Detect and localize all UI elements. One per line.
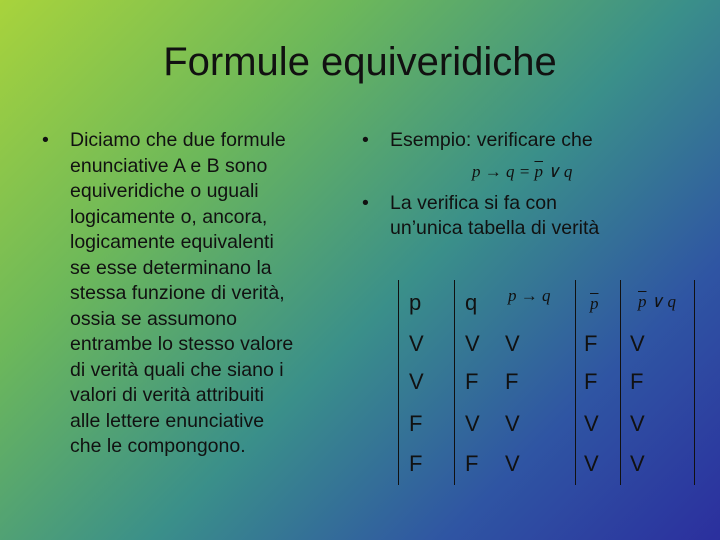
definition-line: di verità quali che siano i	[70, 358, 284, 381]
definition-line: stessa funzione di verità,	[70, 282, 285, 304]
cell: F	[505, 369, 519, 394]
definition-line: enunciative A e B sono	[70, 154, 268, 177]
bullet-dot: •	[362, 191, 369, 214]
slide-title: Formule equiveridiche	[163, 40, 557, 84]
formula-or-q: ∨ q	[547, 162, 573, 181]
definition-line: Diciamo che due formule	[70, 129, 286, 151]
cell: F	[630, 369, 644, 394]
cell: V	[465, 411, 480, 436]
definition-line: alle lettere enunciative	[70, 409, 265, 432]
cell: F	[409, 451, 423, 476]
cell: V	[465, 331, 480, 356]
cell: V	[584, 451, 599, 476]
cell: F	[465, 451, 479, 476]
cell: V	[505, 331, 520, 356]
formula-left: p → q	[472, 162, 515, 181]
definition-line: se esse determinano la	[70, 256, 272, 279]
cell: V	[505, 451, 520, 476]
formula-equals: =	[518, 162, 531, 181]
definition-line: valori di verità attribuiti	[70, 384, 264, 406]
bullet-dot: •	[42, 129, 49, 151]
cell: V	[584, 411, 599, 436]
cell: F	[584, 331, 598, 356]
cell: V	[630, 331, 645, 356]
definition-lines	[70, 128, 293, 460]
header-p: p	[409, 290, 422, 315]
verify-line-1: La verifica si fa con	[390, 191, 557, 214]
header-not-p: $\overline{p}$	[590, 294, 599, 313]
equivalence-formula	[472, 162, 572, 182]
header-q: q	[465, 290, 478, 315]
definition-line: logicamente o, ancora,	[70, 205, 268, 228]
cell: V	[505, 411, 520, 436]
verify-line-2: un’unica tabella di verità	[390, 217, 600, 239]
example-section	[362, 128, 702, 242]
cell: F	[465, 369, 479, 394]
cell: V	[409, 369, 424, 394]
cell: V	[630, 411, 645, 436]
definition-line: entrambe lo stesso valore	[70, 333, 294, 355]
header-implication: p → q	[508, 286, 551, 305]
table-divider	[620, 280, 621, 485]
bullet-dot: •	[362, 129, 369, 151]
cell: F	[409, 411, 423, 436]
example-text: Esempio: verificare che	[390, 129, 593, 151]
cell: F	[584, 369, 598, 394]
definition-line: equiveridiche o uguali	[70, 180, 259, 202]
formula-not-p: $\overline{p}$	[534, 162, 543, 181]
definition-line: logicamente equivalenti	[70, 231, 274, 253]
definition-line: che le compongono.	[70, 435, 246, 457]
cell: V	[409, 331, 424, 356]
table-divider	[575, 280, 576, 485]
definition-text	[42, 128, 352, 460]
header-not-p-or-q: $\overline{p}$ ∨ q	[638, 292, 676, 311]
table-divider	[454, 280, 455, 485]
definition-line: ossia se assumono	[70, 307, 237, 330]
cell: V	[630, 451, 645, 476]
